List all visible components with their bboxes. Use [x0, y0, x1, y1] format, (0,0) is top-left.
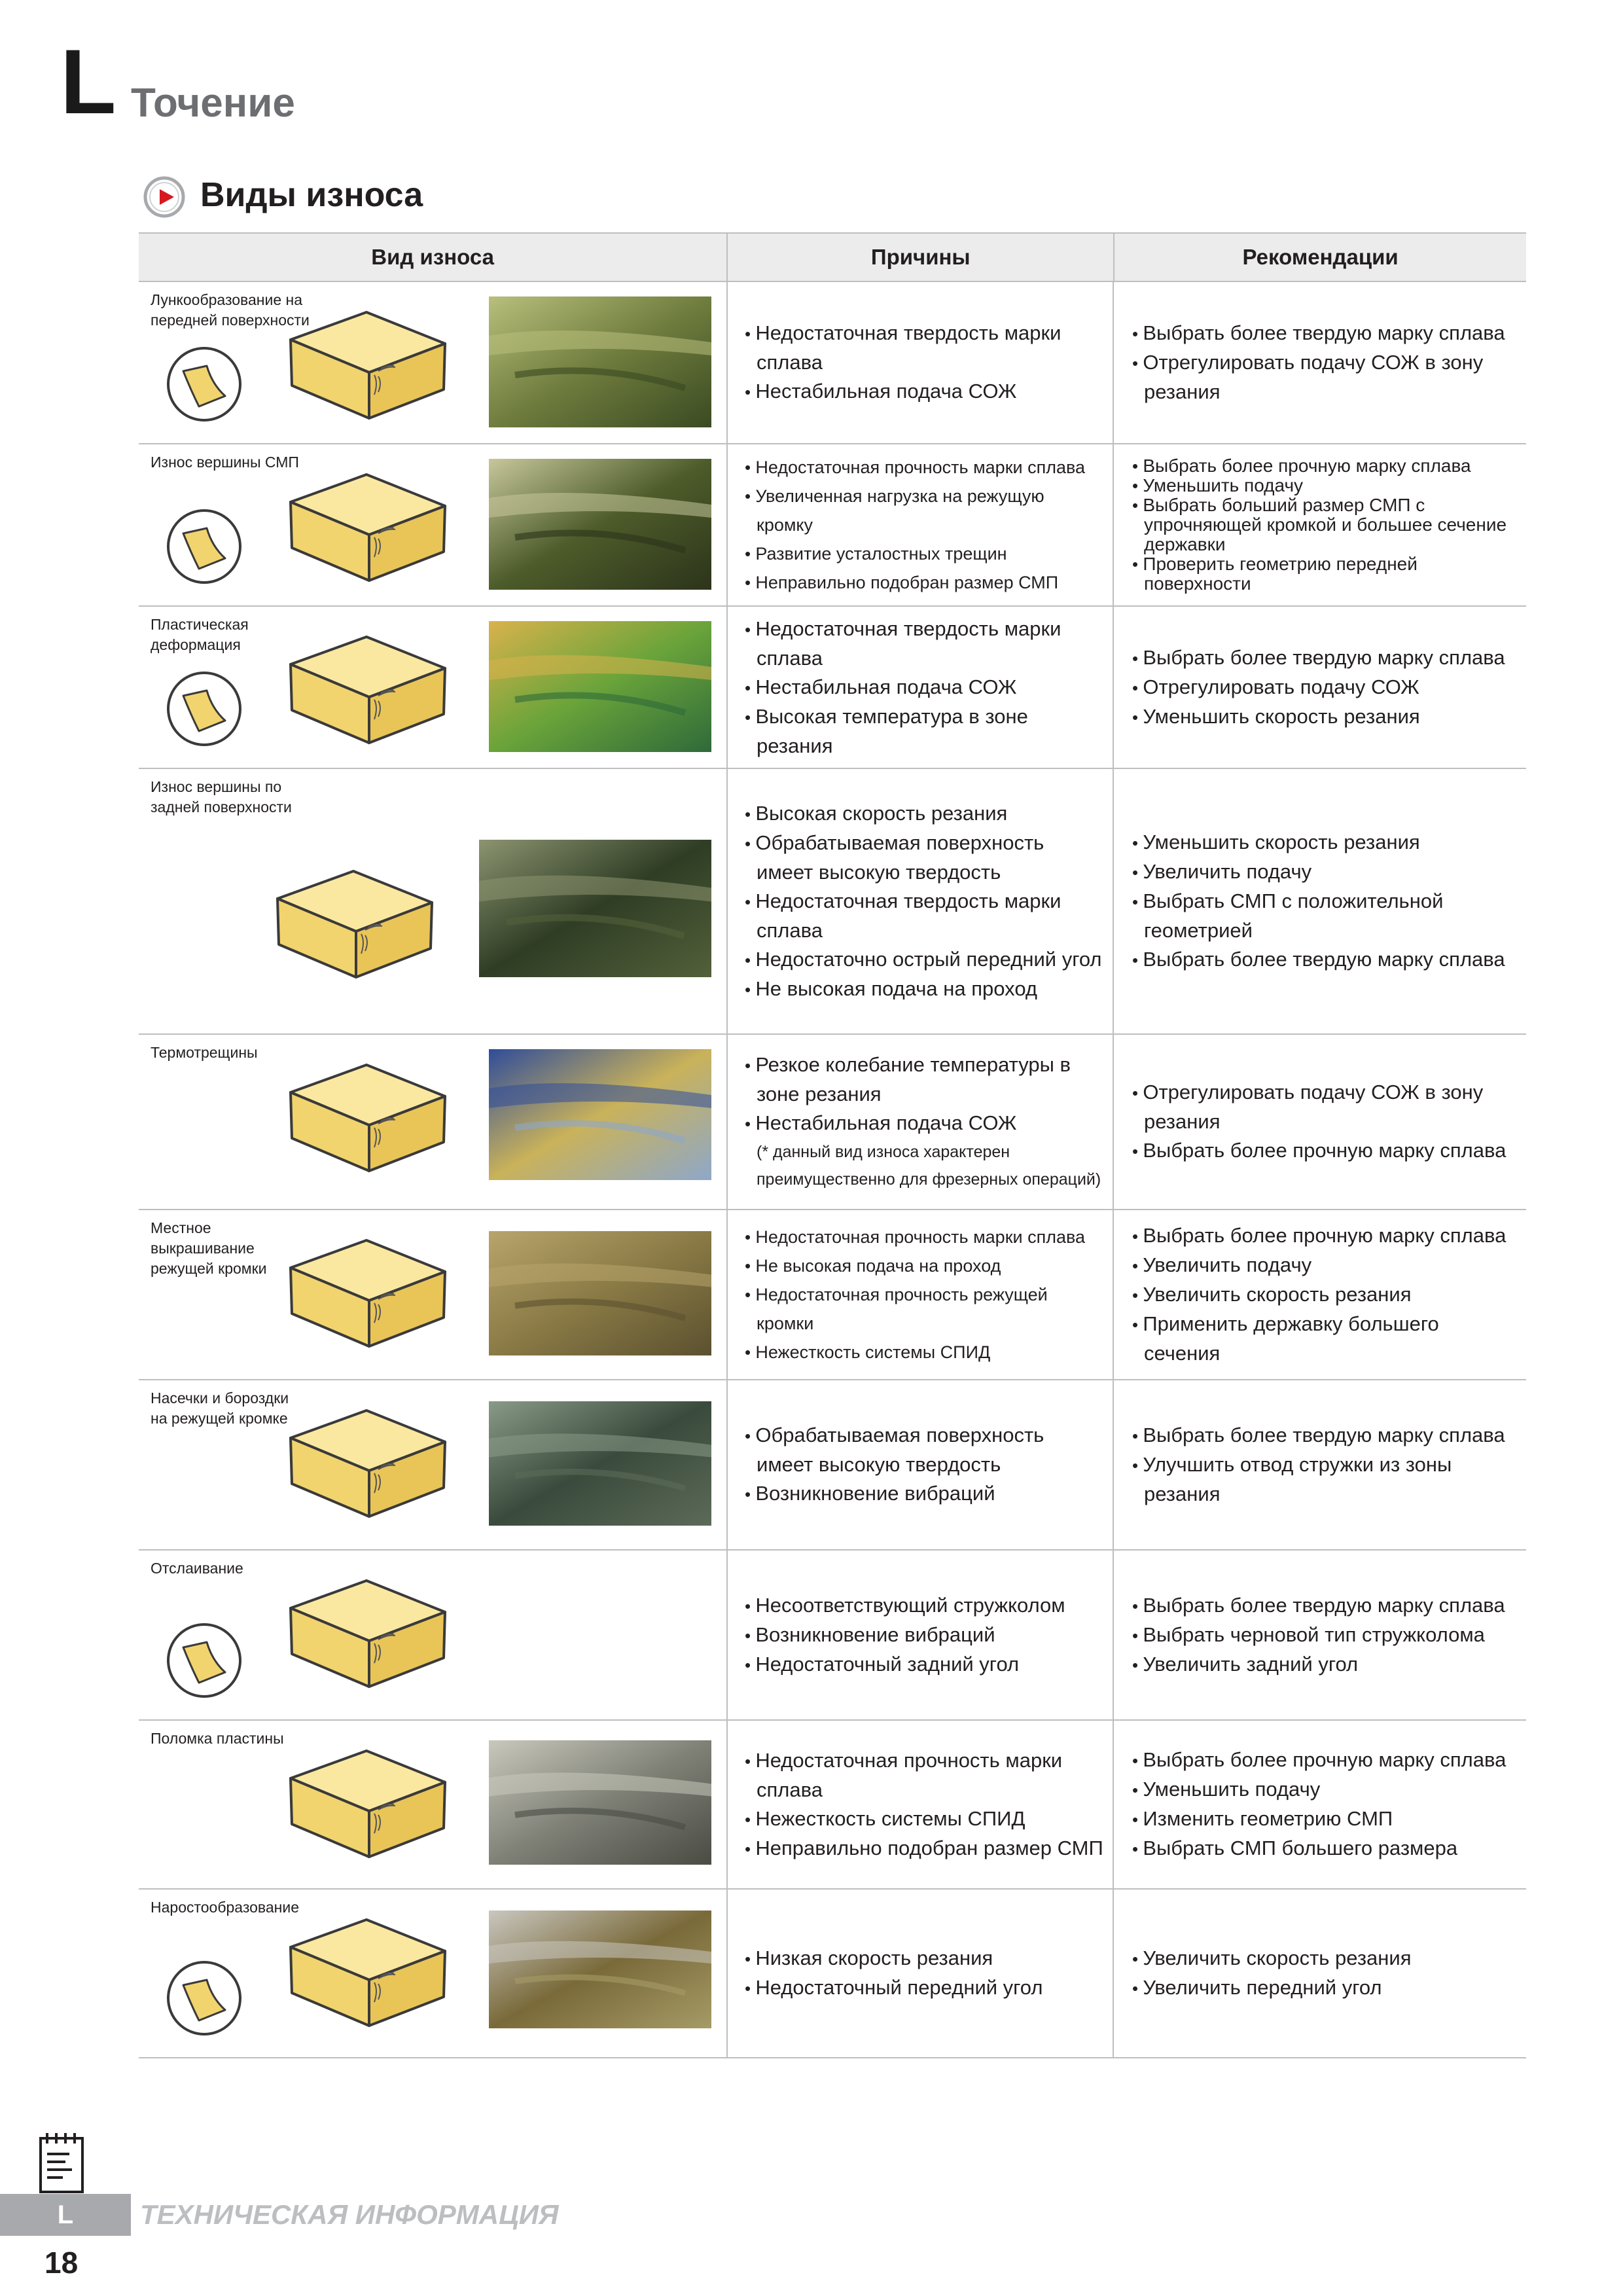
recommendation-item: • Выбрать более твердую марку сплава: [1132, 1591, 1517, 1621]
recommendation-item: • Уменьшить подачу: [1132, 476, 1517, 495]
recommendation-item: • Увеличить подачу: [1132, 857, 1517, 887]
wear-type-cell: [139, 1721, 728, 1888]
table-row: [139, 1551, 1526, 1721]
cause-item: • Недостаточная прочность марки сплава: [745, 453, 1103, 482]
wear-type-name: Износ вершины СМП: [151, 454, 299, 471]
notching-insert-diagram: [283, 1407, 453, 1528]
thermal-cracks-photo: [489, 1049, 711, 1180]
wear-type-name: Наростообразование: [151, 1899, 300, 1916]
chipping-photo: [489, 1231, 711, 1355]
cause-item: • Низкая скорость резания: [745, 1944, 1103, 1973]
recommendation-item: • Увеличить подачу: [1132, 1251, 1517, 1280]
table-row: [139, 1721, 1526, 1890]
causes-list: [745, 453, 1103, 597]
flaking-insert-diagram: [283, 1577, 453, 1698]
cause-item: • Недостаточная твердость марки сплава: [745, 615, 1103, 673]
table-row: [139, 607, 1526, 769]
wear-type-name: Лункообразование на передней поверхности: [151, 291, 310, 329]
cause-item: • Недостаточная твердость марки сплава: [745, 319, 1103, 377]
recommendations-list: [1132, 319, 1517, 406]
cause-item: • Развитие усталостных трещин: [745, 539, 1103, 568]
cause-item: • Неправильно подобран размер СМП: [745, 1834, 1103, 1863]
recommendation-item: • Улучшить отвод стружки из зоны резания: [1132, 1450, 1517, 1509]
cause-item: • Недостаточный задний угол: [745, 1650, 1103, 1679]
table-row: [139, 1890, 1526, 2058]
recommendation-item: • Выбрать СМП с положительной геометрией: [1132, 887, 1517, 945]
causes-list: [745, 1421, 1103, 1509]
notching-photo: [489, 1401, 711, 1526]
recommendations-cell: [1114, 282, 1526, 443]
causes-list: [745, 1944, 1103, 2003]
footer-section-label: ТЕХНИЧЕСКАЯ ИНФОРМАЦИЯ: [140, 2199, 559, 2230]
wear-type-name: Термотрещины: [151, 1044, 258, 1061]
recommendation-item: • Уменьшить подачу: [1132, 1775, 1517, 1804]
recommendations-list: [1132, 1221, 1517, 1368]
recommendations-cell: [1114, 1721, 1526, 1888]
play-circle-icon: [143, 175, 186, 219]
plastic-deformation-photo: [489, 621, 711, 752]
recommendation-item: • Выбрать более твердую марку сплава: [1132, 643, 1517, 673]
table-row: [139, 282, 1526, 444]
causes-list: [745, 1746, 1103, 1863]
recommendations-list: [1132, 828, 1517, 975]
cause-item: • Нежесткость системы СПИД: [745, 1804, 1103, 1834]
wear-type-name: Насечки и бороздки на режущей кромке: [151, 1390, 289, 1427]
cause-item: • Нестабильная подача СОЖ: [745, 1109, 1103, 1138]
plastic-deformation-detail-diagram: [165, 670, 243, 751]
causes-list: [745, 1591, 1103, 1679]
crater-wear-insert-diagram: [283, 308, 453, 429]
page-number: 18: [45, 2246, 79, 2280]
fracture-insert-diagram: [283, 1747, 453, 1868]
wear-type-cell: [139, 769, 728, 1033]
band-letter: L: [57, 2200, 74, 2229]
causes-list: [745, 1050, 1103, 1138]
wear-type-cell: [139, 282, 728, 443]
recommendation-item: • Увеличить задний угол: [1132, 1650, 1517, 1679]
recommendations-cell: [1114, 444, 1526, 605]
recommendations-list: [1132, 456, 1517, 594]
table-row: [139, 1210, 1526, 1380]
cause-item: • Нестабильная подача СОЖ: [745, 377, 1103, 406]
built-up-edge-insert-diagram: [283, 1916, 453, 2037]
cause-item: • Нестабильная подача СОЖ: [745, 673, 1103, 702]
cause-item: • Недостаточная прочность марки сплава: [745, 1746, 1103, 1804]
causes-list: [745, 1223, 1103, 1367]
wear-type-cell: [139, 1890, 728, 2057]
notepad-icon: [37, 2130, 89, 2196]
recommendation-item: • Изменить геометрию СМП: [1132, 1804, 1517, 1834]
recommendations-cell: [1114, 1551, 1526, 1719]
recommendation-item: • Увеличить скорость резания: [1132, 1944, 1517, 1973]
table-row: [139, 1035, 1526, 1210]
recommendations-list: [1132, 643, 1517, 732]
recommendation-item: • Применить державку большего сечения: [1132, 1310, 1517, 1368]
recommendations-list: [1132, 1078, 1517, 1166]
recommendation-item: • Выбрать более прочную марку сплава: [1132, 456, 1517, 476]
wear-type-name: Износ вершины по задней поверхности: [151, 778, 292, 816]
flank-wear-photo: [479, 840, 711, 977]
column-header-causes: Причины: [728, 234, 1115, 281]
recommendations-list: [1132, 1746, 1517, 1863]
wear-type-name: Местное выкрашивание режущей кромки: [151, 1219, 267, 1278]
cause-item: • Возникновение вибраций: [745, 1479, 1103, 1509]
cause-item: • Недостаточно острый передний угол: [745, 945, 1103, 975]
recommendation-item: • Выбрать черновой тип стружколома: [1132, 1621, 1517, 1650]
table-row: [139, 1380, 1526, 1551]
cause-item: • Высокая температура в зоне резания: [745, 702, 1103, 761]
cause-item: • Увеличенная нагрузка на режущую кромку: [745, 482, 1103, 539]
wear-type-cell: [139, 607, 728, 768]
recommendations-cell: [1114, 607, 1526, 768]
recommendation-item: • Уменьшить скорость резания: [1132, 702, 1517, 732]
causes-cell: [728, 607, 1114, 768]
recommendation-item: • Проверить геометрию передней поверхности: [1132, 554, 1517, 594]
recommendation-item: • Уменьшить скорость резания: [1132, 828, 1517, 857]
causes-cell: [728, 1035, 1114, 1209]
cause-item: • Недостаточный передний угол: [745, 1973, 1103, 2003]
table-header: [139, 232, 1526, 282]
recommendation-item: • Отрегулировать подачу СОЖ в зону резания: [1132, 1078, 1517, 1136]
section-title: Виды износа: [200, 176, 423, 214]
built-up-edge-photo: [489, 1910, 711, 2028]
recommendation-item: • Выбрать более твердую марку сплава: [1132, 1421, 1517, 1450]
flaking-detail-diagram: [165, 1621, 243, 1703]
recommendations-cell: [1114, 1035, 1526, 1209]
recommendation-item: • Выбрать больший размер СМП с упрочняющей кромкой и большее сечение державки: [1132, 495, 1517, 554]
recommendation-item: • Выбрать более прочную марку сплава: [1132, 1746, 1517, 1775]
causes-cell: [728, 769, 1114, 1033]
causes-cell: [728, 1210, 1114, 1379]
table-row: [139, 444, 1526, 607]
wear-type-name: Поломка пластины: [151, 1730, 284, 1747]
wear-type-name: Отслаивание: [151, 1560, 243, 1577]
crater-wear-photo: [489, 296, 711, 427]
cause-item: • Возникновение вибраций: [745, 1621, 1103, 1650]
wear-type-name: Пластическая деформация: [151, 616, 249, 654]
recommendation-item: • Выбрать СМП большего размера: [1132, 1834, 1517, 1863]
causes-list: [745, 319, 1103, 406]
recommendation-item: • Выбрать более твердую марку сплава: [1132, 319, 1517, 348]
recommendations-cell: [1114, 1380, 1526, 1549]
flank-wear-insert-diagram: [270, 867, 440, 988]
plastic-deformation-insert-diagram: [283, 633, 453, 754]
chapter-letter: L: [60, 30, 116, 133]
causes-cell: [728, 1380, 1114, 1549]
causes-cell: [728, 1551, 1114, 1719]
chipping-insert-diagram: [283, 1236, 453, 1357]
wear-type-cell: [139, 1551, 728, 1719]
corner-wear-insert-diagram: [283, 471, 453, 592]
cause-item: • Обрабатываемая поверхность имеет высокую твердость: [745, 1421, 1103, 1479]
recommendation-item: • Увеличить скорость резания: [1132, 1280, 1517, 1310]
cause-item: • Недостаточная прочность марки сплава: [745, 1223, 1103, 1251]
wear-type-cell: [139, 444, 728, 605]
cause-item: • Резкое колебание температуры в зоне резания: [745, 1050, 1103, 1109]
cause-item: • Неправильно подобран размер СМП: [745, 568, 1103, 597]
recommendation-item: • Отрегулировать подачу СОЖ в зону резания: [1132, 348, 1517, 406]
wear-type-cell: [139, 1210, 728, 1379]
cause-item: • Недостаточная твердость марки сплава: [745, 887, 1103, 945]
recommendations-cell: [1114, 1210, 1526, 1379]
cause-item: • Нежесткость системы СПИД: [745, 1338, 1103, 1367]
causes-cell: [728, 282, 1114, 443]
column-header-recommendations: Рекомендации: [1242, 245, 1399, 269]
cause-note: (* данный вид износа характерен преимущественно для фрезерных операций): [757, 1143, 1101, 1189]
causes-cell: [728, 1721, 1114, 1888]
causes-cell: [728, 1890, 1114, 2057]
causes-cell: [728, 444, 1114, 605]
cause-item: • Высокая скорость резания: [745, 799, 1103, 829]
recommendation-item: • Выбрать более твердую марку сплава: [1132, 945, 1517, 975]
thermal-cracks-insert-diagram: [283, 1061, 453, 1182]
recommendations-cell: [1114, 1890, 1526, 2057]
corner-wear-photo: [489, 459, 711, 590]
built-up-edge-detail-diagram: [165, 1959, 243, 2041]
wear-types-table: [139, 232, 1526, 2058]
cause-item: • Не высокая подача на проход: [745, 975, 1103, 1004]
crater-wear-detail-diagram: [165, 345, 243, 427]
recommendation-item: • Выбрать более прочную марку сплава: [1132, 1221, 1517, 1251]
cause-item: • Несоответствующий стружколом: [745, 1591, 1103, 1621]
recommendations-list: [1132, 1944, 1517, 2003]
recommendations-cell: [1114, 769, 1526, 1033]
wear-type-cell: [139, 1380, 728, 1549]
section-band: [0, 2194, 131, 2236]
cause-item: • Не высокая подача на проход: [745, 1251, 1103, 1280]
table-row: [139, 769, 1526, 1035]
recommendations-list: [1132, 1591, 1517, 1679]
column-header-wear-type: Вид износа: [139, 234, 728, 281]
chapter-title: Точение: [131, 81, 295, 126]
recommendation-item: • Отрегулировать подачу СОЖ: [1132, 673, 1517, 702]
recommendation-item: • Выбрать более прочную марку сплава: [1132, 1136, 1517, 1166]
wear-type-cell: [139, 1035, 728, 1209]
cause-item: • Недостаточная прочность режущей кромки: [745, 1280, 1103, 1338]
cause-item: • Обрабатываемая поверхность имеет высокую твердость: [745, 829, 1103, 887]
corner-wear-detail-diagram: [165, 507, 243, 589]
fracture-photo: [489, 1740, 711, 1865]
recommendation-item: • Увеличить передний угол: [1132, 1973, 1517, 2003]
recommendations-list: [1132, 1421, 1517, 1509]
causes-list: [745, 799, 1103, 1004]
causes-list: [745, 615, 1103, 761]
